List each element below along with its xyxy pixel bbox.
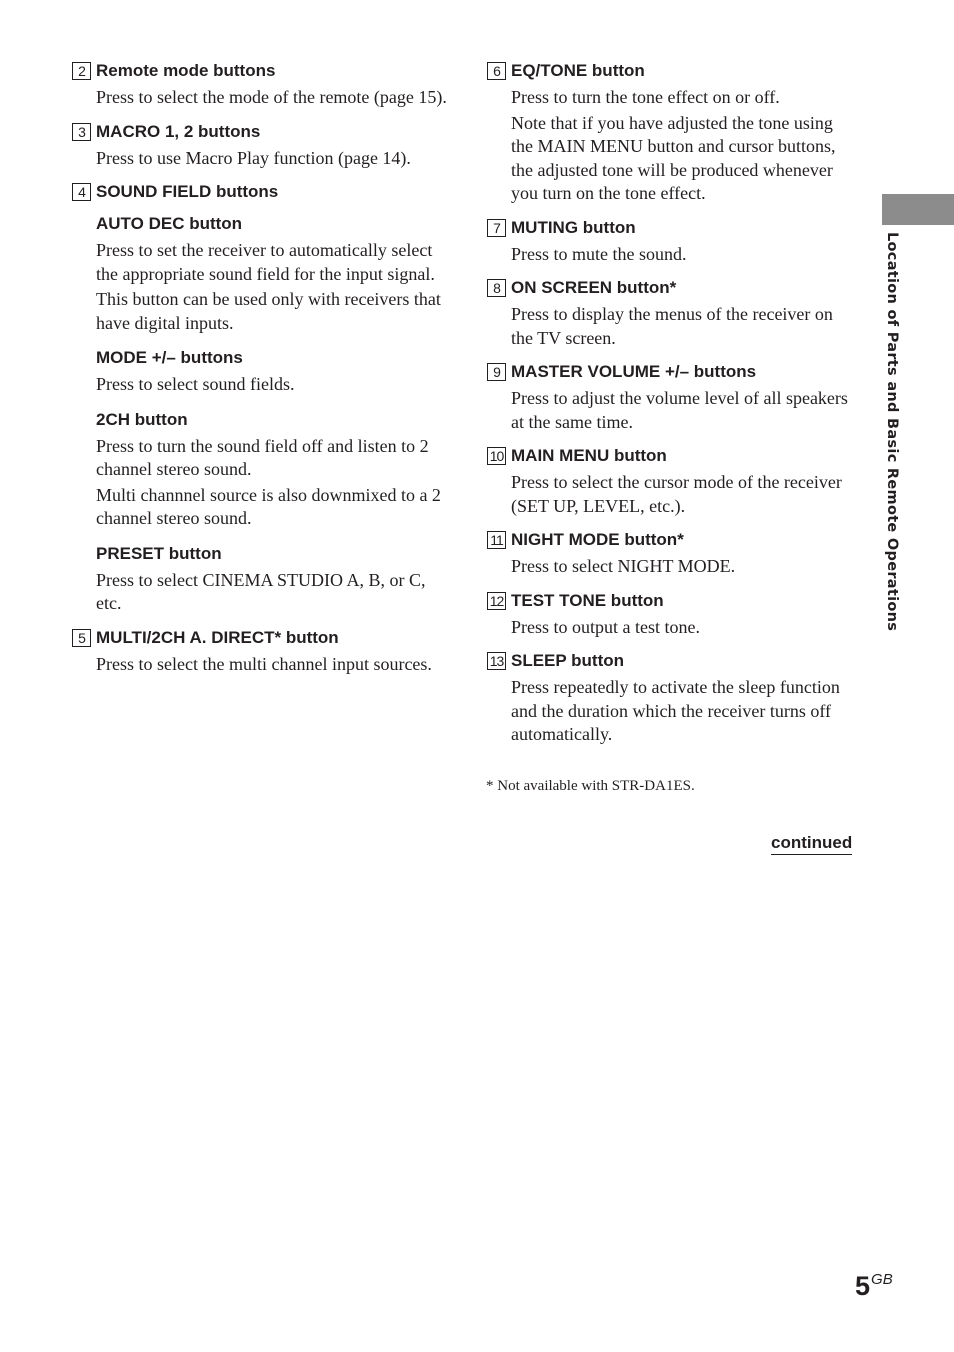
item-header	[486, 361, 858, 383]
subsection-heading: MODE +/– buttons	[96, 348, 243, 367]
item-description: Press to select the multi channel input sources.	[96, 653, 432, 674]
item-entry	[71, 121, 451, 171]
item-entry	[486, 60, 858, 206]
item-number-box: 6	[487, 62, 506, 80]
item-body	[511, 555, 858, 579]
item-header	[486, 217, 858, 239]
item-number-box: 4	[72, 183, 91, 201]
item-header	[486, 445, 858, 467]
item-header	[71, 627, 451, 649]
item-body	[511, 471, 858, 518]
item-entry	[486, 277, 858, 350]
item-heading: MUTING button	[511, 217, 636, 237]
item-number-box: 7	[487, 219, 506, 237]
item-body	[96, 653, 451, 677]
item-number-box: 3	[72, 123, 91, 141]
item-description: Press to select NIGHT MODE.	[511, 556, 736, 576]
item-body	[96, 86, 451, 110]
subsection-heading: AUTO DEC button	[96, 214, 243, 233]
item-number-box: 8	[487, 279, 506, 297]
item-entry	[71, 60, 451, 110]
item-body	[511, 243, 858, 267]
item-header	[486, 277, 858, 299]
item-heading: MACRO 1, 2 buttons	[96, 121, 261, 141]
item-description: Press to select the mode of the remote (page 15).	[96, 87, 447, 107]
item-body	[511, 676, 858, 747]
subsection-heading: 2CH button	[96, 409, 188, 429]
item-number-box: 11	[487, 531, 506, 549]
subsection-description: This button can be used only with receivers that have digital inputs.	[96, 289, 441, 333]
page-number-suffix: GB	[871, 1271, 893, 1288]
item-entry	[71, 627, 451, 677]
item-number-box: 2	[72, 62, 91, 80]
left-column	[71, 60, 451, 687]
section-side-label: Location of Parts and Basic Remote Operations	[884, 232, 900, 632]
item-header	[486, 529, 858, 551]
item-header	[71, 181, 451, 203]
item-body	[96, 213, 451, 616]
item-description: Press to select the cursor mode of the receiver (SET UP, LEVEL, etc.).	[511, 472, 842, 516]
continued-label: continued	[771, 832, 852, 855]
item-number-box: 5	[72, 629, 91, 647]
subsection-description: Multi channnel source is also downmixed to a 2 channel stereo sound.	[96, 484, 441, 528]
item-description: Note that if you have adjusted the tone using the MAIN MENU button and cursor buttons, the adjusted tone will be produced whenever you turn on the tone effect.	[511, 112, 836, 203]
item-description: Press to use Macro Play function (page 14).	[96, 147, 411, 168]
item-header	[71, 121, 451, 143]
item-heading: TEST TONE button	[511, 590, 664, 610]
subsection-heading: PRESET button	[96, 543, 222, 563]
section-tab-marker	[882, 194, 954, 225]
item-description: Press to adjust the volume level of all speakers at the same time.	[511, 388, 848, 432]
item-heading: Remote mode buttons	[96, 61, 276, 80]
item-entry	[486, 217, 858, 267]
item-body	[96, 147, 451, 171]
item-header	[486, 60, 858, 82]
item-heading: MAIN MENU button	[511, 446, 667, 465]
page-number-value: 5	[855, 1271, 871, 1301]
item-description: Press repeatedly to activate the sleep function and the duration which the receiver turns off automatically.	[511, 677, 840, 744]
item-description: Press to turn the tone effect on or off.	[511, 87, 780, 107]
item-header	[486, 650, 858, 672]
item-description: Press to mute the sound.	[511, 243, 687, 264]
subsection-description: Press to select CINEMA STUDIO A, B, or C, etc.	[96, 569, 426, 613]
subsection-description: Press to turn the sound field off and listen to 2 channel stereo sound.	[96, 435, 429, 479]
item-entry	[486, 445, 858, 518]
item-heading: SOUND FIELD buttons	[96, 182, 279, 201]
item-number-box: 13	[487, 652, 506, 670]
item-heading: MASTER VOLUME +/– buttons	[511, 362, 757, 381]
page-number	[855, 1271, 893, 1302]
item-body	[511, 387, 858, 434]
item-header	[71, 60, 451, 82]
item-description: Press to display the menus of the receiver on the TV screen.	[511, 304, 833, 348]
item-entry	[486, 529, 858, 579]
item-entry	[486, 361, 858, 434]
item-header	[486, 590, 858, 612]
item-heading: SLEEP button	[511, 651, 625, 670]
item-entry	[486, 650, 858, 747]
item-heading: NIGHT MODE button*	[511, 530, 684, 549]
item-entry	[486, 590, 858, 640]
footnote: * Not available with STR-DA1ES.	[486, 778, 695, 794]
item-number-box: 12	[487, 592, 506, 610]
item-entry	[71, 181, 451, 616]
item-heading: ON SCREEN button*	[511, 278, 677, 297]
item-body	[511, 616, 858, 640]
item-heading: MULTI/2CH A. DIRECT* button	[96, 627, 339, 647]
subsection-description: Press to select sound fields.	[96, 374, 295, 394]
right-column	[486, 60, 858, 758]
item-number-box: 10	[487, 447, 506, 465]
subsection-description: Press to set the receiver to automatically select the appropriate sound field for the input signal.	[96, 240, 435, 284]
item-number-box: 9	[487, 363, 506, 381]
item-body	[511, 86, 858, 206]
item-description: Press to output a test tone.	[511, 616, 700, 637]
item-body	[511, 303, 858, 350]
item-heading: EQ/TONE button	[511, 61, 645, 80]
